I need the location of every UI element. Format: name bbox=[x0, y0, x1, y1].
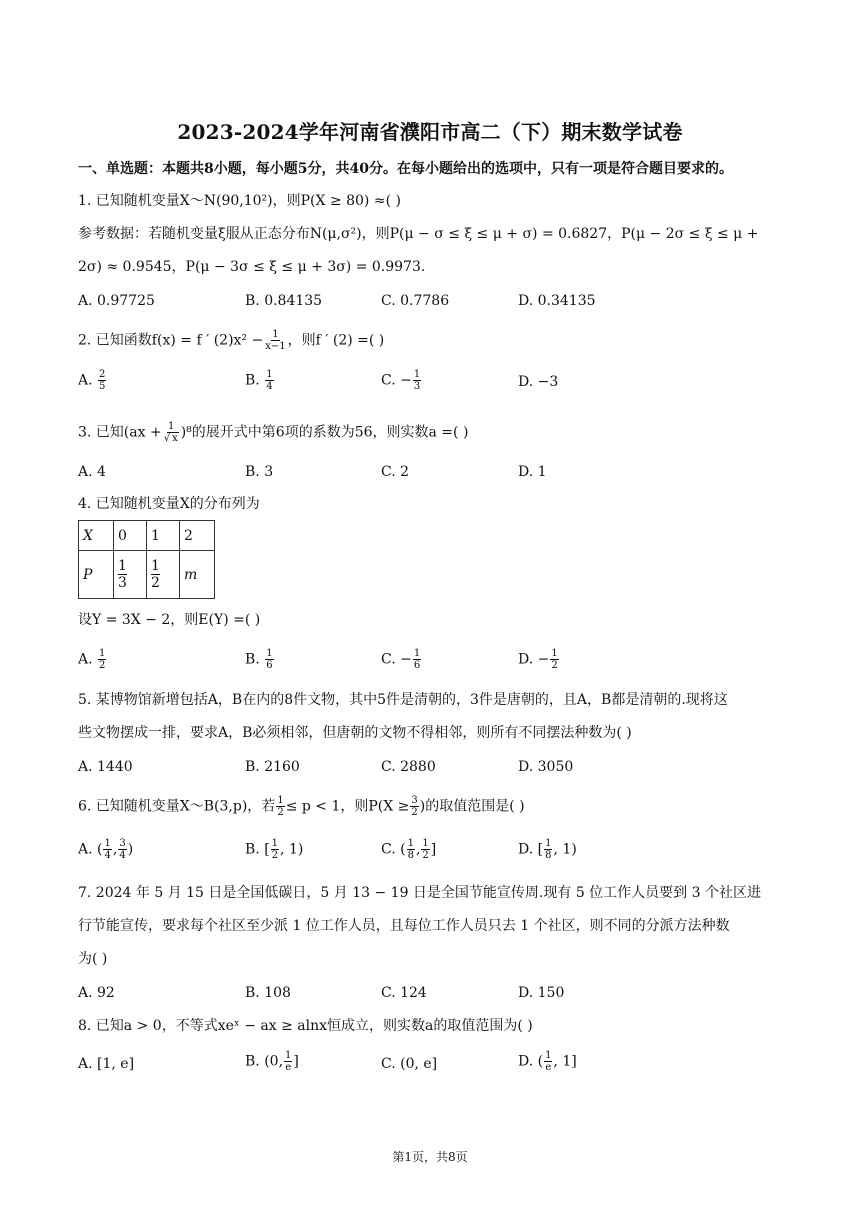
fraction: $\frac{1}{x-1}$ bbox=[265, 329, 286, 352]
question-8-option-b: B. (0, $\frac{1}{e}$ ] bbox=[245, 1050, 299, 1073]
question-4-option-d: D. − $\frac{1}{2}$ bbox=[518, 648, 558, 671]
table-cell: $\frac{1}{3}$ bbox=[114, 551, 147, 599]
question-1-option-b: B. 0.84135 bbox=[245, 293, 323, 309]
table-cell: X bbox=[79, 521, 114, 551]
table-cell: 0 bbox=[114, 521, 147, 551]
question-8-option-a: A. [1, e] bbox=[78, 1056, 135, 1072]
question-5-line-2: 些文物摆成一排，要求A，B必须相邻，但唐朝的文物不得相邻，则所有不同摆法种数为( ) bbox=[78, 725, 632, 741]
question-7-option-d: D. 150 bbox=[518, 985, 565, 1001]
question-1-option-d: D. 0.34135 bbox=[518, 293, 596, 309]
question-5-option-c: C. 2880 bbox=[381, 759, 436, 775]
question-6-option-d: D. [ $\frac{1}{8}$ , 1) bbox=[518, 838, 577, 861]
page-title: 2023-2024学年河南省濮阳市高二（下）期末数学试卷 bbox=[177, 120, 683, 144]
question-5-option-d: D. 3050 bbox=[518, 759, 574, 775]
question-6-option-a: A. ( $\frac{1}{4}$ , $\frac{3}{4}$ ) bbox=[78, 838, 134, 861]
question-2-option-d: D. −3 bbox=[518, 374, 559, 390]
question-1-reference-2: 2σ) ≈ 0.9545，P(μ − 3σ ≤ ξ ≤ μ + 3σ) = 0.9973. bbox=[78, 259, 426, 275]
question-7-line-1: 7. 2024 年 5 月 15 日是全国低碳日，5 月 13 − 19 日是全国节能宣传周.现有 5 位工作人员要到 3 个社区进 bbox=[78, 885, 761, 901]
question-2-option-b: B. $\frac{1}{4}$ bbox=[245, 369, 273, 392]
page-footer: 第1页，共8页 bbox=[392, 1150, 468, 1164]
question-5-line-1: 5. 某博物馆新增包括A，B在内的8件文物，其中5件是清朝的，3件是唐朝的，且A，B都是清朝的.现将这 bbox=[78, 692, 728, 708]
question-1-option-c: C. 0.7786 bbox=[381, 293, 450, 309]
question-3-option-a: A. 4 bbox=[78, 464, 106, 480]
question-2-option-c: C. − $\frac{1}{3}$ bbox=[381, 369, 421, 392]
distribution-table bbox=[78, 520, 215, 599]
question-8-option-c: C. (0, e] bbox=[381, 1056, 438, 1072]
question-7-line-3: 为( ) bbox=[78, 951, 108, 967]
table-cell: 1 bbox=[147, 521, 180, 551]
question-4-option-a: A. $\frac{1}{2}$ bbox=[78, 648, 106, 671]
question-4-stem: 4. 已知随机变量X的分布列为 bbox=[78, 496, 260, 512]
question-4-stem-2: 设Y = 3X − 2，则E(Y) =( ) bbox=[78, 612, 261, 628]
question-4-option-b: B. $\frac{1}{6}$ bbox=[245, 648, 273, 671]
question-7-option-a: A. 92 bbox=[78, 985, 115, 1001]
question-1-reference-1: 参考数据：若随机变量ξ服从正态分布N(μ,σ²)，则P(μ − σ ≤ ξ ≤ μ + σ) = 0.6827，P(μ − 2σ ≤ ξ ≤ μ + bbox=[78, 226, 759, 242]
question-5-option-a: A. 1440 bbox=[78, 759, 133, 775]
question-7-option-c: C. 124 bbox=[381, 985, 427, 1001]
table-cell: m bbox=[180, 551, 215, 599]
question-2-option-a: A. $\frac{2}{5}$ bbox=[78, 369, 106, 392]
question-1-option-a: A. 0.97725 bbox=[78, 293, 155, 309]
question-6-option-c: C. ( $\frac{1}{8}$ , $\frac{1}{2}$ ] bbox=[381, 838, 437, 861]
question-3-option-c: C. 2 bbox=[381, 464, 410, 480]
table-cell: 2 bbox=[180, 521, 215, 551]
question-8-stem: 8. 已知a > 0，不等式xeˣ − ax ≥ alnx恒成立，则实数a的取值范围为( ) bbox=[78, 1018, 533, 1034]
question-3-option-d: D. 1 bbox=[518, 464, 547, 480]
question-3-option-b: B. 3 bbox=[245, 464, 274, 480]
question-6-stem: 6. 已知随机变量X～B(3,p)，若 $\frac{1}{2}$ ≤ p < 1，则P(X ≥ $\frac{3}{2}$ )的取值范围是( ) bbox=[78, 795, 525, 818]
question-7-option-b: B. 108 bbox=[245, 985, 291, 1001]
question-1-stem: 1. 已知随机变量X～N(90,10²)，则P(X ≥ 80) ≈( ) bbox=[78, 193, 401, 209]
question-4-option-c: C. − $\frac{1}{6}$ bbox=[381, 648, 421, 671]
section-heading: 一、单选题：本题共8小题，每小题5分，共40分。在每小题给出的选项中，只有一项是符合题目要求的。 bbox=[78, 161, 733, 177]
fraction: $\frac{1}{√ x}$ bbox=[163, 421, 178, 444]
question-2-stem: 2. 已知函数f(x) = f ′ (2)x² − $\frac{1}{x-1}$ ，则f ′ (2) =( ) bbox=[78, 329, 385, 352]
table-cell: P bbox=[79, 551, 114, 599]
question-3-stem: 3. 已知(ax + $\frac{1}{√ x}$ )⁸的展开式中第6项的系数为56，则实数a =( ) bbox=[78, 421, 469, 444]
question-6-option-b: B. [ $\frac{1}{2}$ , 1) bbox=[245, 838, 304, 861]
question-8-option-d: D. ( $\frac{1}{e}$ , 1] bbox=[518, 1050, 577, 1073]
table-cell: $\frac{1}{2}$ bbox=[147, 551, 180, 599]
question-7-line-2: 行节能宣传，要求每个社区至少派 1 位工作人员，且每位工作人员只去 1 个社区，则不同的分派方法种数 bbox=[78, 918, 730, 934]
question-5-option-b: B. 2160 bbox=[245, 759, 300, 775]
